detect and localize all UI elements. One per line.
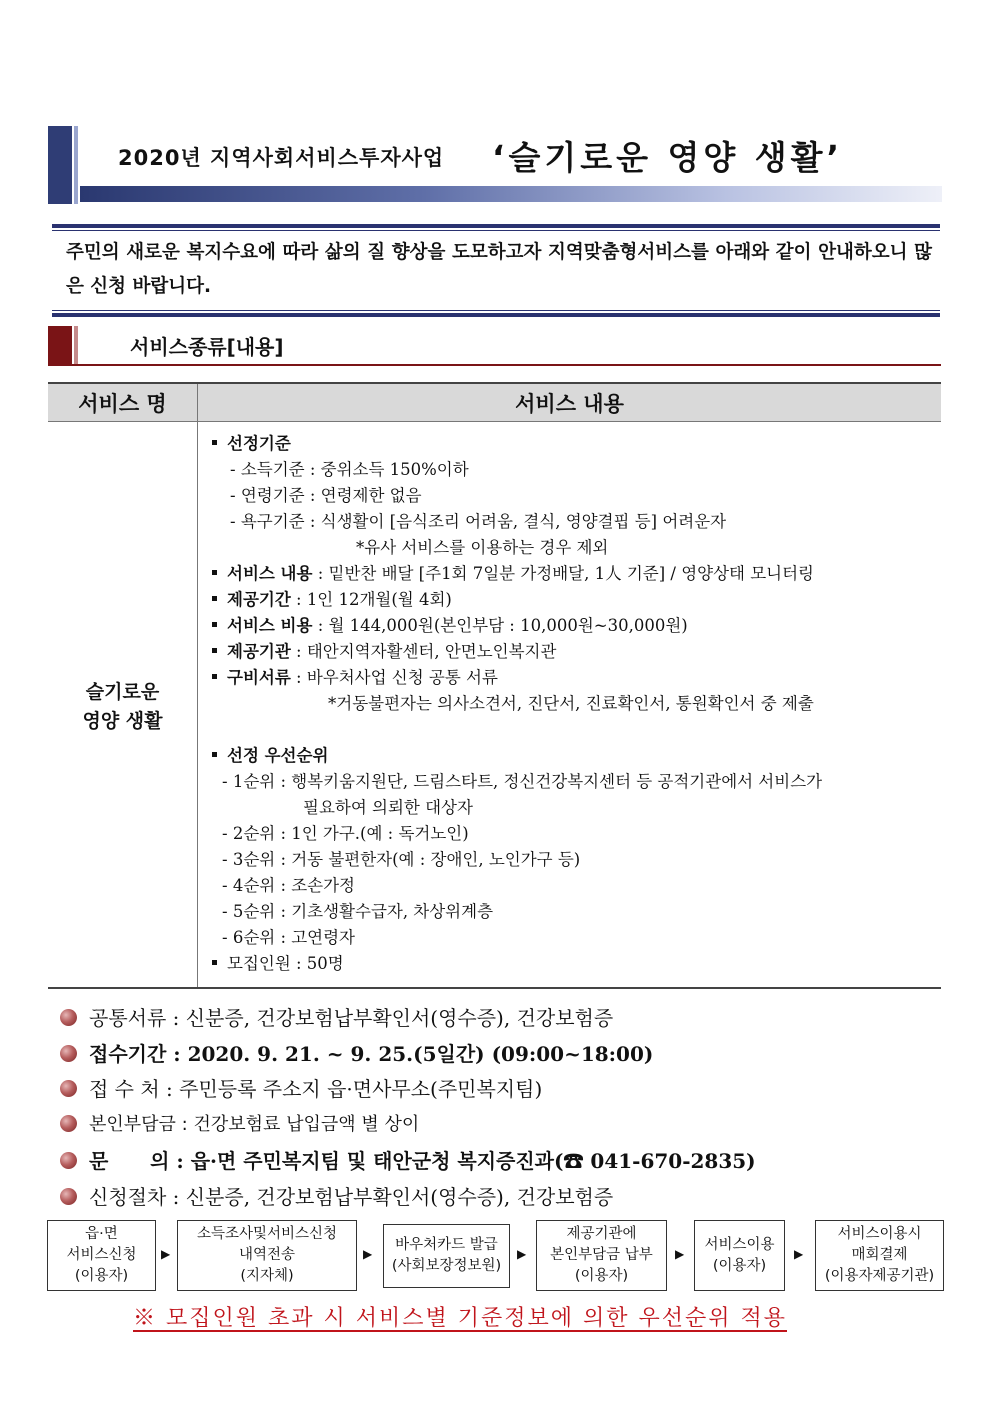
title-accent-bar bbox=[48, 126, 72, 204]
priority-item: - 2순위 : 1인 가구.(예 : 독거노인) bbox=[222, 824, 469, 843]
table-bottom-border bbox=[48, 987, 941, 989]
intro-top-rule-thin bbox=[52, 230, 940, 231]
priority-heading: 선정 우선순위 bbox=[212, 746, 328, 766]
info-application-place: 접 수 처 : 주민등록 주소지 읍·면사무소(주민복지팀) bbox=[60, 1076, 542, 1102]
arrow-right-icon: ▶ bbox=[363, 1247, 373, 1261]
info-self-payment: 본인부담금 : 건강보험료 납입금액 별 상이 bbox=[60, 1112, 419, 1138]
priority-item: - 6순위 : 고연령자 bbox=[222, 928, 356, 947]
criteria-item: - 연령기준 : 연령제한 없음 bbox=[230, 486, 422, 505]
criteria-item: - 소득기준 : 중위소득 150%이하 bbox=[230, 460, 469, 479]
table-header-service-content: 서비스 내용 bbox=[515, 391, 624, 416]
table-header-service-name: 서비스 명 bbox=[78, 391, 167, 416]
title-accent-stripe bbox=[74, 126, 78, 204]
section-underline bbox=[48, 364, 941, 366]
arrow-right-icon: ▶ bbox=[161, 1247, 171, 1261]
priority-item: - 3순위 : 거동 불편한자(예 : 장애인, 노인가구 등) bbox=[222, 850, 581, 869]
flow-step-settlement: 서비스이용시 매회결제 (이용자제공기관) bbox=[815, 1220, 944, 1291]
flow-step-apply: 읍·면 서비스신청 (이용자) bbox=[47, 1220, 156, 1291]
table-column-divider bbox=[197, 384, 198, 988]
priority-item: - 4순위 : 조손가정 bbox=[222, 876, 356, 895]
recruit-count: 모집인원 : 50명 bbox=[212, 954, 344, 974]
square-bullet-icon bbox=[212, 440, 217, 445]
arrow-right-icon: ▶ bbox=[794, 1247, 804, 1261]
detail-item-provider: 제공기관 : 태안지역자활센터, 안면노인복지관 bbox=[212, 642, 556, 662]
intro-text: 주민의 새로운 복지수요에 따라 삶의 질 향상을 도모하고자 지역맞춤형서비스를 아래와 같이 안내하오니 많은 신청 바랍니다. bbox=[66, 242, 932, 297]
detail-item-service-content: 서비스 내용 : 밑반찬 배달 [주1회 7일분 가정배달, 1人 기준] / 영양상태 모니터링 bbox=[212, 564, 814, 584]
square-bullet-icon bbox=[212, 674, 217, 679]
intro-top-rule bbox=[52, 224, 940, 228]
priority-item: - 5순위 : 기초생활수급자, 차상위계층 bbox=[222, 902, 494, 921]
round-bullet-icon bbox=[60, 1188, 77, 1205]
round-bullet-icon bbox=[60, 1009, 77, 1026]
square-bullet-icon bbox=[212, 960, 217, 965]
title-prefix: 2020년 지역사회서비스투자사업 bbox=[118, 146, 445, 170]
selection-criteria-heading: 선정기준 bbox=[212, 434, 291, 454]
info-contact: 문 의 : 읍·면 주민복지팀 및 태안군청 복지증진과(☎ 041-670-2835) bbox=[60, 1148, 756, 1174]
info-application-period: 접수기간 : 2020. 9. 21. ~ 9. 25.(5일간) (09:00~18:00) bbox=[60, 1041, 653, 1067]
round-bullet-icon bbox=[60, 1045, 77, 1062]
flow-step-payment: 제공기관에 본인부담금 납부 (이용자) bbox=[536, 1220, 667, 1291]
priority-item: - 1순위 : 행복키움지원단, 드림스타트, 정신건강복지센터 등 공적기관에서 서비스가 bbox=[222, 772, 823, 791]
intro-bottom-rule bbox=[52, 313, 940, 317]
criteria-item: - 욕구기준 : 식생활이 [음식조리 어려움, 결식, 영양결핍 등] 어려운자 bbox=[230, 512, 727, 531]
detail-item-documents: 구비서류 : 바우처사업 신청 공통 서류 bbox=[212, 668, 498, 688]
section-title: 서비스종류[내용] bbox=[130, 335, 284, 359]
info-procedure: 신청절차 : 신분증, 건강보험납부확인서(영수증), 건강보험증 bbox=[60, 1184, 613, 1210]
flow-step-income-check: 소득조사및서비스신청 내역전송 (지자체) bbox=[177, 1220, 357, 1291]
flow-step-use-service: 서비스이용 (이용자) bbox=[694, 1220, 785, 1291]
round-bullet-icon bbox=[60, 1152, 77, 1169]
documents-note: *거동불편자는 의사소견서, 진단서, 진료확인서, 통원확인서 중 제출 bbox=[328, 694, 814, 713]
flow-step-card-issue: 바우처카드 발급 (사회보장정보원) bbox=[383, 1224, 510, 1288]
square-bullet-icon bbox=[212, 752, 217, 757]
section-accent-bar bbox=[48, 326, 72, 364]
round-bullet-icon bbox=[60, 1115, 77, 1132]
criteria-note: *유사 서비스를 이용하는 경우 제외 bbox=[356, 538, 609, 557]
square-bullet-icon bbox=[212, 596, 217, 601]
service-name-line: 슬기로운 bbox=[85, 681, 160, 703]
intro-bottom-rule-thin bbox=[52, 310, 940, 311]
arrow-right-icon: ▶ bbox=[517, 1247, 527, 1261]
detail-item-cost: 서비스 비용 : 월 144,000원(본인부담 : 10,000원~30,000원) bbox=[212, 616, 688, 636]
section-accent-stripe bbox=[74, 326, 78, 364]
priority-notice: ※ 모집인원 초과 시 서비스별 기준정보에 의한 우선순위 적용 bbox=[133, 1306, 787, 1331]
square-bullet-icon bbox=[212, 648, 217, 653]
square-bullet-icon bbox=[212, 622, 217, 627]
program-title: ‘슬기로운 영양 생활’ bbox=[492, 138, 844, 177]
detail-item-period: 제공기간 : 1인 12개월(월 4회) bbox=[212, 590, 452, 610]
info-common-documents: 공통서류 : 신분증, 건강보험납부확인서(영수증), 건강보험증 bbox=[60, 1005, 613, 1031]
service-name-cell bbox=[48, 678, 197, 736]
priority-item-continued: 필요하여 의뢰한 대상자 bbox=[303, 798, 473, 817]
service-name-line: 영양 생활 bbox=[82, 710, 163, 732]
round-bullet-icon bbox=[60, 1080, 77, 1097]
title-gradient-bar bbox=[80, 186, 942, 202]
square-bullet-icon bbox=[212, 570, 217, 575]
arrow-right-icon: ▶ bbox=[675, 1247, 685, 1261]
